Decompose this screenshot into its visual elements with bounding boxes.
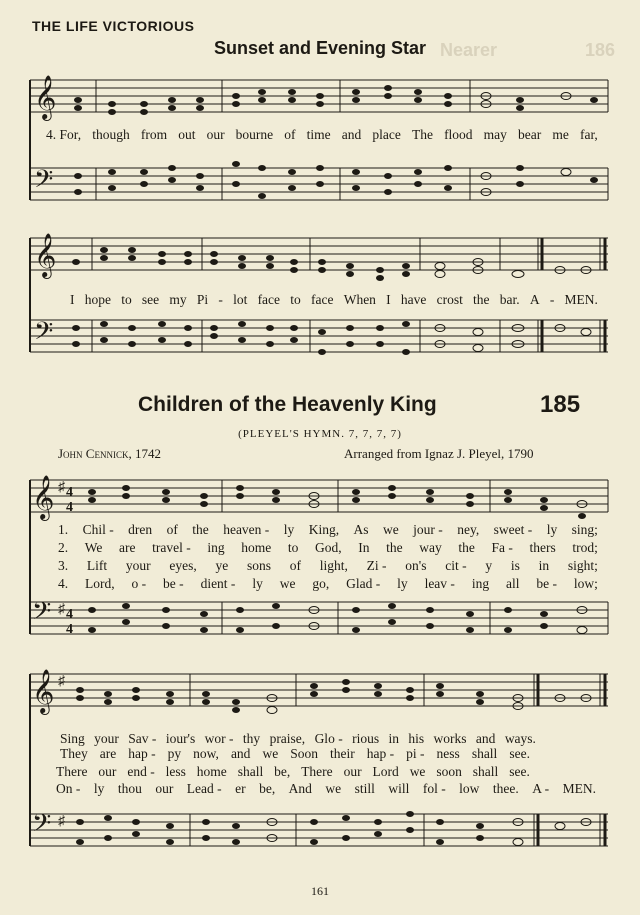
lyric-syllable: ly [397,576,408,591]
verse-2-line-a [58,540,598,556]
svg-text:𝄞: 𝄞 [34,233,57,277]
lyric-syllable: Glad - [346,576,381,591]
lyric-syllable: ye [215,558,229,573]
lyric-syllable: be, [274,764,291,779]
verse-number: 4. [58,576,69,591]
lyric-syllable: our [98,764,117,779]
lyric-syllable: be - [536,576,557,591]
lyric-syllable: travel - [152,540,191,555]
lyric-syllable: way [419,540,442,555]
lyric-syllable: Lift [86,558,108,573]
lyric-syllable: Lord, [85,576,115,591]
lyric-syllable: A [529,292,540,307]
lyric-syllable: the [458,540,475,555]
lyric-syllable: is [510,558,520,573]
lyric-syllable: eyes, [169,558,197,573]
lyric-syllable: crost [436,292,463,307]
lyric-syllable: the [386,540,403,555]
lyric-syllable: rious [352,731,380,746]
lyric-syllable: hap - [366,746,395,761]
lyric-syllable: me [552,127,569,142]
lyric-syllable: y [485,558,493,573]
lyric-syllable: As [353,522,369,537]
lyric-syllable: They [60,746,88,761]
lyric-syllable: are [119,540,136,555]
author-credit: John Cennick, 1742 [58,446,161,461]
lyric-syllable: face [311,292,334,307]
notes-treble-4 [76,679,591,714]
hymn-title-children: Children of the Heavenly King [138,393,437,416]
lyric-syllable: And [288,781,312,796]
lyric-syllable: ly [546,522,558,537]
lyric-syllable: sight; [567,558,598,573]
lyric-syllable: be, [259,781,276,796]
lyric-syllable: thee. [492,781,519,796]
lyric-syllable: Soon [290,746,318,761]
lyric-syllable: and [475,731,496,746]
lyric-syllable: will [388,781,410,796]
svg-text:♯: ♯ [58,480,65,495]
lyric-syllable: low [459,781,480,796]
lyric-syllable: are [99,746,117,761]
lyric-syllable: see. [509,746,530,761]
lyric-syllable: see. [509,764,530,779]
notes-treble-1 [74,85,598,115]
lyric-syllable: ing [471,576,490,591]
lyric-syllable: er [235,781,246,796]
lyric-syllable: our [155,781,174,796]
lyric-syllable: now, [193,746,219,761]
lyric-syllable: King, [308,522,340,537]
lyric-syllable: soon [436,764,462,779]
svg-text:𝄞: 𝄞 [32,475,55,519]
lyric-syllable: ing [207,540,225,555]
hymn1-lyrics-line1 [46,127,598,143]
page-number: 161 [311,884,329,898]
svg-text:𝄞: 𝄞 [32,669,55,713]
lyric-syllable: dren [128,522,153,537]
lyric-syllable: face [257,292,281,307]
lyric-syllable: fol - [422,781,446,796]
lyric-syllable: of [166,522,178,537]
lyric-syllable: I [70,292,75,307]
lyric-syllable: far, [579,127,598,142]
lyric-syllable: flood [444,127,473,142]
running-head: THE LIFE VICTORIOUS [32,18,195,34]
svg-text:4: 4 [66,622,73,637]
lyric-syllable: be - [163,576,184,591]
lyric-syllable: thou [117,781,142,796]
lyric-syllable: and [230,746,251,761]
lyric-syllable: ney, [457,522,480,537]
lyric-syllable: A - [532,781,550,796]
lyric-syllable: still [354,781,375,796]
lyric-syllable: home [196,764,227,779]
lyric-syllable: thers [529,540,556,555]
lyric-syllable: We [84,540,103,555]
lyric-syllable: leav - [424,576,455,591]
svg-text:𝄢: 𝄢 [32,809,52,844]
lyric-syllable: go, [312,576,330,591]
svg-text:4: 4 [66,607,73,622]
lyric-syllable: bear [518,127,542,142]
lyric-syllable: shall [471,746,498,761]
lyric-syllable: we [409,764,426,779]
notes-bass-1 [74,161,598,199]
lyric-syllable: and [341,127,362,142]
verse-number: 2. [58,540,69,555]
lyric-syllable: in [388,731,399,746]
lyric-syllable: your [94,731,119,746]
lyric-syllable: ness [436,746,460,761]
lyric-syllable: see [141,292,160,307]
notes-bass-4 [76,811,591,846]
lyric-syllable: less [165,764,186,779]
svg-text:♯: ♯ [58,674,65,689]
hymn-number: 185 [540,391,581,418]
lyric-syllable: from [140,127,168,142]
lyric-syllable: we [279,576,296,591]
lyric-syllable: out [178,127,196,142]
lyric-syllable: the [192,522,209,537]
lyric-syllable: pi - [406,746,425,761]
verse-1-line-b [60,731,536,747]
lyric-syllable: Chil - [82,522,114,537]
lyric-syllable: the [473,292,490,307]
bleed-through: Nearer [440,40,498,60]
lyric-syllable: Sing [60,731,85,746]
lyric-syllable: praise, [269,731,306,746]
tune-name: (PLEYEL'S HYMN. 7, 7, 7, 7) [238,428,402,440]
lyric-syllable: his [408,731,425,746]
lyric-syllable: hap - [128,746,156,761]
svg-text:♯: ♯ [58,602,65,617]
lyric-syllable: Pi [196,292,209,307]
lyric-syllable: bar. [499,292,520,307]
verse-3-line-a [58,558,598,574]
lyric-syllable: your [125,558,151,573]
lyric-syllable: wor - [204,731,234,746]
lyric-syllable: our [206,127,225,142]
lyric-syllable: - [218,292,223,307]
lyric-syllable: ways. [504,731,536,746]
bleed-through-number: 186 [585,40,616,60]
lyric-syllable: I [386,292,391,307]
lyric-syllable: ly [283,522,295,537]
lyric-syllable: to [290,292,301,307]
lyric-syllable: There [56,764,88,779]
lyric-syllable: home [241,540,272,555]
lyric-syllable: ly [252,576,263,591]
lyric-syllable: o - [131,576,147,591]
lyric-syllable: In [358,540,370,555]
lyric-syllable: low; [573,576,598,591]
arranger-credit: Arranged from Ignaz J. Pleyel, 1790 [344,446,534,461]
lyric-syllable: end - [127,764,155,779]
lyric-syllable: thy [242,731,261,746]
lyric-syllable: Lead - [186,781,222,796]
lyric-syllable: may [483,127,507,142]
svg-text:♯: ♯ [58,814,65,829]
verse-number: 3. [58,558,69,573]
lyric-syllable: though [92,127,130,142]
lyric-syllable: sweet - [493,522,533,537]
lyric-syllable: their [330,746,355,761]
lyric-syllable: light, [319,558,348,573]
lyric-syllable: On - [56,781,81,796]
lyric-syllable: When [343,292,376,307]
lyric-syllable: place [372,127,401,142]
lyric-syllable: we [262,746,279,761]
music-system-1 [0,70,640,220]
lyric-syllable: time [306,127,331,142]
lyric-syllable: The [411,127,433,142]
svg-text:𝄢: 𝄢 [34,165,54,200]
lyric-syllable: God, [315,540,342,555]
lyric-syllable: my [169,292,187,307]
lyric-syllable: shall [472,764,499,779]
lyric-syllable: in [538,558,550,573]
lyric-syllable: Fa - [491,540,513,555]
lyric-syllable: dient - [200,576,236,591]
svg-text:𝄢: 𝄢 [34,317,54,352]
lyric-syllable: trod; [572,540,598,555]
lyric-syllable: 4. For, [46,127,82,142]
lyric-syllable: There [301,764,333,779]
lyric-syllable: to [287,540,299,555]
lyric-syllable: heaven - [223,522,270,537]
lyric-syllable: hope [84,292,111,307]
lyric-syllable: Zi - [366,558,387,573]
lyric-syllable: lot [233,292,248,307]
verse-1-line-a [58,522,598,538]
lyric-syllable: we [325,781,342,796]
lyric-syllable: on's [405,558,427,573]
lyric-syllable: our [343,764,362,779]
lyric-syllable: bourne [235,127,274,142]
lyric-syllable: we [382,522,399,537]
lyric-syllable: MEN. [564,292,598,307]
svg-text:𝄢: 𝄢 [32,597,52,632]
lyric-syllable: have [400,292,427,307]
lyric-syllable: MEN. [562,781,596,796]
lyric-syllable: of [289,558,302,573]
lyric-syllable: works [433,731,467,746]
lyric-syllable: sons [247,558,272,573]
verse-number: 1. [58,522,69,537]
lyric-syllable: sing; [571,522,598,537]
notes-treble-2 [72,247,591,281]
svg-text:4: 4 [66,500,73,515]
lyric-syllable: Glo - [314,731,343,746]
lyric-syllable: to [121,292,132,307]
svg-text:4: 4 [66,485,73,500]
lyric-syllable: py [167,746,182,761]
lyric-syllable: all [505,576,520,591]
lyric-syllable: ly [93,781,105,796]
notes-bass-2 [72,321,591,355]
lyric-syllable: jour - [413,522,443,537]
lyric-syllable: iour's [165,731,196,746]
verse-3-line-b [56,764,530,780]
lyric-syllable: shall [237,764,264,779]
verse-2-line-b [60,746,530,762]
svg-text:𝄞: 𝄞 [34,75,57,119]
hymn-title-sunset: Sunset and Evening Star [213,38,427,58]
verse-4-line-a [58,576,598,592]
verse-4-line-b [56,781,596,797]
lyric-syllable: Sav - [128,731,157,746]
lyric-syllable: Lord [372,764,399,779]
hymn1-lyrics-line2 [70,292,598,308]
lyric-syllable: cit - [445,558,467,573]
lyric-syllable: of [284,127,296,142]
lyric-syllable: - [549,292,555,307]
